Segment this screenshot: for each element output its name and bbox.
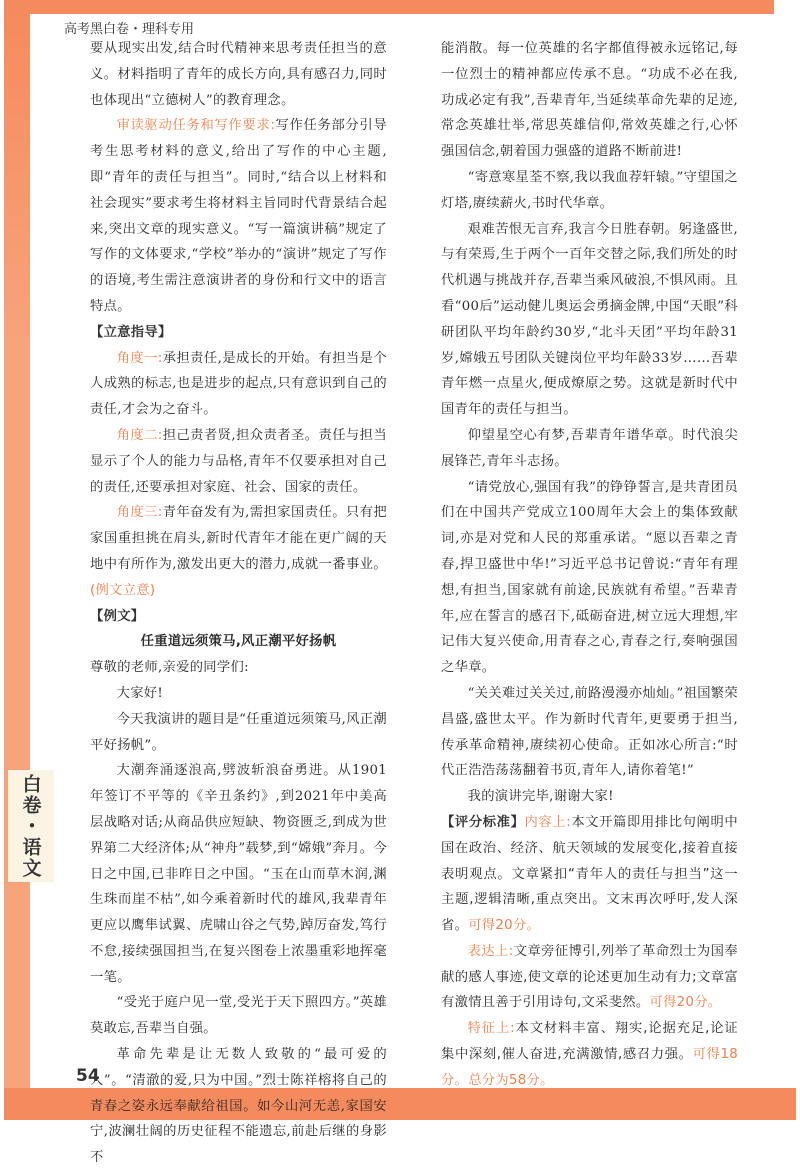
angle-3-text: 青年奋发有为,需担家国责任。只有把家国重担挑在肩头,新时代青年才能在更广阔的天地中有所作为,激发出更大的潜力,成就一番事业。	[90, 505, 387, 572]
essay-paragraph: 艰难苦恨无言弃,我言今日胜春朝。躬逢盛世,与有荣焉,生于两个一百年交替之际,我们所处的时代机遇与挑战并存,吾辈当乘风破浪,不惧风雨。且看“00后”运动健儿奥运会勇摘金牌,中国“天眼”科研团队平均年龄约30岁,“北斗天团”平均年龄31岁,嫦娥五号团队关键岗位平均年龄33岁……吾辈青年燃一点星火,便成燎原之势。这就是新时代中国青年的责任与担当。	[441, 221, 738, 418]
angle-2	[90, 423, 387, 500]
scoring-expression-score: 可得20分。	[649, 995, 722, 1011]
scoring-features	[441, 1016, 738, 1093]
angle-2-label: 角度二:	[116, 427, 163, 443]
angle-3-label: 角度三:	[116, 505, 163, 521]
essay-closing: 我的演讲完毕,谢谢大家!	[467, 789, 614, 805]
guidance-section-heading: 【立意指导】	[90, 324, 172, 340]
essay-paragraph: “请党放心,强国有我”的铮铮誓言,是共青团员们在中国共产党成立100周年大会上的集体致献词,亦是对党和人民的郑重承诺。“愿以吾辈之青春,捍卫盛世中华!”习近平总书记曾说:“青年有理想,有担当,国家就有前途,民族就有希望。”吾辈青年,应在誓言的感召下,砥砺奋进,树立远大理想,牢记伟大复兴使命,用青春之心,青春之行,奏响强国之华章。	[441, 479, 738, 676]
angle-2-text: 担己责者贤,担众责者圣。责任与担当显示了个人的能力与品格,青年不仅要承担对自己的责任,还要承担对家庭、社会、国家的责任。	[90, 427, 387, 495]
essay-paragraph: 大潮奔涌逐浪高,劈波斩浪奋勇进。从1901年签订不平等的《辛丑条约》,到2021年中美高层战略对话;从商品供应短缺、物资匮乏,到成为世界第二大经济体;从“神舟”载梦,到“嫦娥”奔月。今日之中国,已非昨日之中国。“玉在山而草木润,渊生珠而崖不枯”,如今乘着新时代的雄风,我辈青年更应以鹰隼试翼、虎啸山谷之气势,踔厉奋发,笃行不怠,接续强国担当,在复兴图卷上浓墨重彩地挥毫一笔。	[90, 763, 387, 985]
scoring-content-score: 可得20分。	[468, 918, 541, 934]
angle-1-text: 承担责任,是成长的开始。有担当是个人成熟的标志,也是进步的起点,只有意识到自己的责任,才会为之奋斗。	[90, 350, 387, 418]
scoring-content-label: 内容上:	[524, 814, 572, 830]
essay-paragraph: “寄意寒星荃不察,我以我血荐轩辕。”守望国之灯塔,赓续薪火,书时代华章。	[441, 169, 739, 211]
right-column	[441, 36, 738, 1094]
angle-3-note: (例文立意)	[90, 582, 156, 598]
angle-1-label: 角度一:	[116, 350, 163, 366]
page-frame-left-top	[4, 0, 30, 340]
angle-3	[90, 500, 387, 603]
left-column	[90, 36, 387, 1171]
intro-continuation: 要从现实出发,结合时代精神来思考责任担当的意义。材料指明了青年的成长方向,具有感召力,同时也体现出“立德树人”的教育理念。	[90, 41, 387, 108]
scoring-expression	[441, 939, 738, 1016]
essay-paragraph: 革命先辈是让无数人致敬的“最可爱的人”。“清澈的爱,只为中国。”烈士陈祥榕将自己的青春之姿永远奉献给祖国。如今山河无恙,家国安宁,波澜壮阔的历史征程不能遗忘,前赴后继的身影不	[90, 1047, 387, 1166]
essay-paragraph: 今天我演讲的题目是“任重道远须策马,风正潮平好扬帆”。	[90, 711, 387, 753]
task-text: 写作任务部分引导考生思考材料的意义,给出了写作的中心主题,即“青年的责任与担当”。同时,“结合以上材料和社会现实”要求考生将材料主旨同时代背景结合起来,突出文章的现实意义。“写一篇演讲稿”规定了写作的文体要求,“学校”举办的“演讲”规定了写作的语境,考生需注意演讲者的身份和行文中的语言特点。	[90, 118, 387, 314]
essay-paragraph: 仰望星空心有梦,吾辈青年谱华章。时代浪尖展锋芒,青年斗志扬。	[441, 427, 738, 469]
scoring-expression-label: 表达上:	[467, 943, 514, 959]
essay-salutation: 尊敬的老师,亲爱的同学们:	[90, 660, 249, 676]
essay-paragraph: 能消散。每一位英雄的名字都值得被永远铭记,每一位烈士的精神都应传承不息。“功成不必在我,功成必定有我”,吾辈青年,当延续革命先辈的足迹,常念英雄壮举,常思英雄信仰,常效英雄之行,心怀强国信念,朝着国力强盛的道路不断前进!	[441, 41, 738, 160]
essay-title: 任重道远须策马,风正潮平好扬帆	[140, 634, 337, 650]
scoring-expression-text: 文章旁征博引,列举了革命烈士为国奉献的感人事迹,使文章的论述更加生动有力;文章富有激情且善于引用诗句,文采斐然。	[441, 943, 738, 1011]
side-tab	[8, 770, 54, 882]
essay-paragraph: “关关难过关关过,前路漫漫亦灿灿。”祖国繁荣昌盛,盛世太平。作为新时代青年,更要勇于担当,传承革命精神,赓续初心使命。正如冰心所言:“时代正浩浩荡荡翻着书页,青年人,请你着笔!”	[441, 685, 739, 779]
scoring-features-label: 特征上:	[467, 1021, 515, 1037]
scoring-features-score: 可得18分。总分为58分。	[441, 1047, 738, 1088]
essay-greeting: 大家好!	[116, 685, 164, 701]
task-heading: 审读驱动任务和写作要求:	[116, 118, 276, 134]
scoring-content	[441, 810, 738, 939]
example-section-heading: 【例文】	[90, 608, 145, 624]
page-number: 54	[76, 1066, 100, 1086]
page-frame-top	[4, 0, 774, 14]
side-tab-label: 白卷・语文	[19, 773, 42, 879]
task-paragraph	[90, 113, 387, 319]
scoring-content-text: 本文开篇即用排比句阐明中国在政治、经济、航天领域的发展变化,接着直接表明观点。文章紧扣“青年人的责任与担当”这一主题,逻辑清晰,重点突出。文末再次呼吁,发人深省。	[441, 814, 738, 934]
scoring-features-text: 本文材料丰富、翔实,论据充足,论证集中深刻,催人奋进,充满激情,感召力强。	[441, 1021, 738, 1063]
angle-1	[90, 346, 387, 423]
scoring-section-heading: 【评分标准】	[441, 814, 525, 830]
essay-paragraph: “受光于庭户见一堂,受光于天下照四方。”英雄莫敢忘,吾辈当自强。	[90, 995, 388, 1037]
running-head: 高考黑白卷・理科专用	[64, 22, 195, 37]
